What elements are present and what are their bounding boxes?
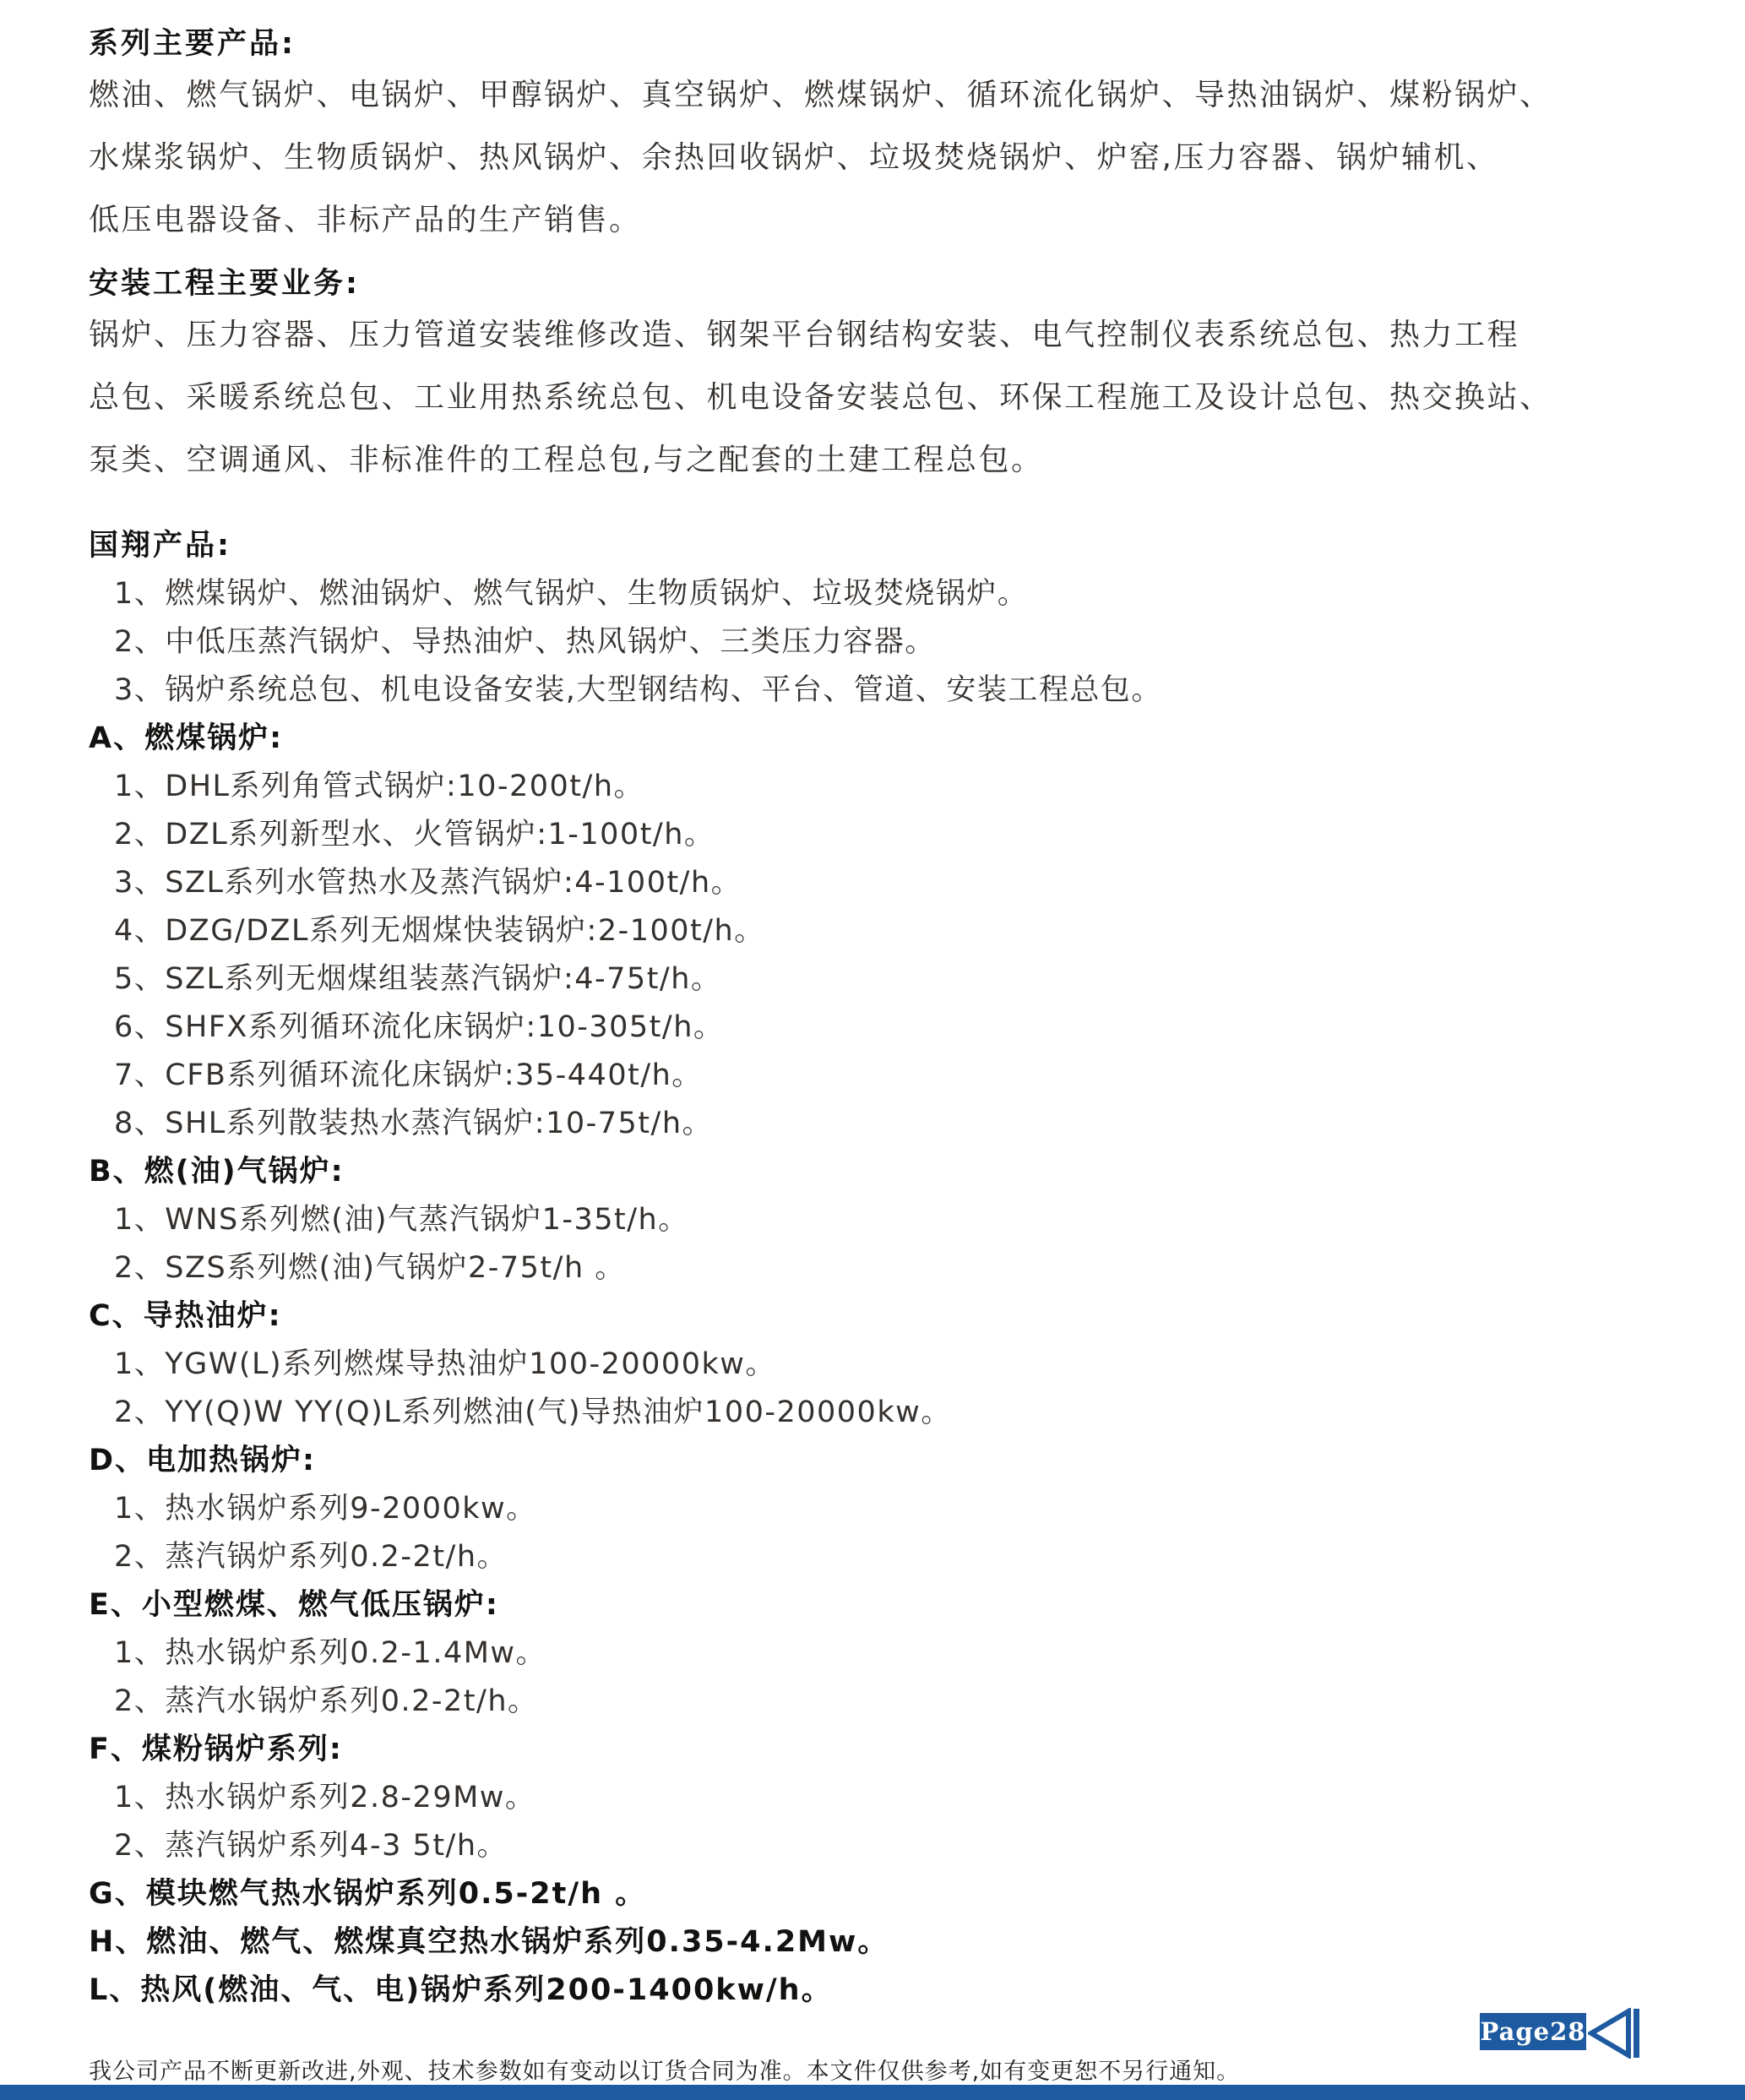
list-item: 2、YY(Q)W YY(Q)L系列燃油(气)导热油炉100-20000kw。 [114,1395,952,1429]
subsection-heading: F、煤粉锅炉系列: [89,1733,343,1766]
page-number-badge [1480,2013,1586,2050]
subsection-heading: E、小型燃煤、燃气低压锅炉: [89,1588,499,1622]
list-item: 8、SHL系列散装热水蒸汽锅炉:10-75t/h。 [114,1107,713,1140]
list-item: 1、WNS系列燃(油)气蒸汽锅炉1-35t/h。 [114,1203,689,1237]
list-item: 1、YGW(L)系列燃煤导热油炉100-20000kw。 [114,1347,776,1381]
subsection-heading: A、燃煤锅炉: [89,721,284,755]
list-item: 6、SHFX系列循环流化床锅炉:10-305t/h。 [114,1010,725,1044]
list-item: 4、DZG/DZL系列无烟煤快装锅炉:2-100t/h。 [114,914,765,948]
list-item: 2、中低压蒸汽锅炉、导热油炉、热风锅炉、三类压力容器。 [114,625,936,659]
list-item: 1、燃煤锅炉、燃油锅炉、燃气锅炉、生物质锅炉、垃圾焚烧锅炉。 [114,577,1029,611]
list-item: 3、锅炉系统总包、机电设备安装,大型钢结构、平台、管道、安装工程总包。 [114,673,1162,707]
left-triangle-icon [1588,2008,1642,2059]
list-item: 2、SZS系列燃(油)气锅炉2-75t/h 。 [114,1251,626,1285]
paragraph-line: 低压电器设备、非标产品的生产销售。 [89,203,642,237]
list-item: 5、SZL系列无烟煤组装蒸汽锅炉:4-75t/h。 [114,962,722,996]
section-heading: 国翔产品: [89,529,231,563]
paragraph-line: 锅炉、压力容器、压力管道安装维修改造、钢架平台钢结构安装、电气控制仪表系统总包、热力工程 [89,318,1520,352]
footer-bar [0,2085,1745,2100]
paragraph-line: 泵类、空调通风、非标准件的工程总包,与之配套的土建工程总包。 [89,443,1044,477]
list-item: 2、蒸汽水锅炉系列0.2-2t/h。 [114,1684,539,1718]
list-item: 1、热水锅炉系列9-2000kw。 [114,1492,537,1526]
list-item: 1、热水锅炉系列0.2-1.4Mw。 [114,1636,547,1670]
list-item: 2、DZL系列新型水、火管锅炉:1-100t/h。 [114,818,715,851]
section-heading: 安装工程主要业务: [89,267,360,301]
footer-disclaimer: 我公司产品不断更新改进,外观、技术参数如有变动以订货合同为准。本文件仅供参考,如有变更恕不另行通知。 [89,2059,1241,2085]
subsection-heading: D、电加热锅炉: [89,1444,317,1477]
subsection-heading: C、导热油炉: [89,1299,282,1333]
list-item: 1、DHL系列角管式锅炉:10-200t/h。 [114,770,644,803]
list-item: 2、蒸汽锅炉系列4-3 5t/h。 [114,1829,508,1863]
page-number-label: Page28 [1480,2017,1586,2046]
paragraph-line: 水煤浆锅炉、生物质锅炉、热风锅炉、余热回收锅炉、垃圾焚烧锅炉、炉窑,压力容器、锅炉辅机、 [89,140,1499,175]
list-item: 1、热水锅炉系列2.8-29Mw。 [114,1781,536,1814]
section-heading: 系列主要产品: [89,27,296,61]
list-item: 7、CFB系列循环流化床锅炉:35-440t/h。 [114,1058,703,1092]
paragraph-line: 总包、采暖系统总包、工业用热系统总包、机电设备安装总包、环保工程施工及设计总包、热交换站、 [89,380,1552,415]
subsection-heading: B、燃(油)气锅炉: [89,1155,345,1189]
list-item: 2、蒸汽锅炉系列0.2-2t/h。 [114,1540,508,1574]
subsection-heading: L、热风(燃油、气、电)锅炉系列200-1400kw/h。 [89,1973,833,2007]
subsection-heading: G、模块燃气热水锅炉系列0.5-2t/h 。 [89,1877,647,1911]
paragraph-line: 燃油、燃气锅炉、电锅炉、甲醇锅炉、真空锅炉、燃煤锅炉、循环流化锅炉、导热油锅炉、煤粉锅炉、 [89,78,1552,112]
list-item: 3、SZL系列水管热水及蒸汽锅炉:4-100t/h。 [114,866,742,900]
subsection-heading: H、燃油、燃气、燃煤真空热水锅炉系列0.35-4.2Mw。 [89,1925,889,1959]
